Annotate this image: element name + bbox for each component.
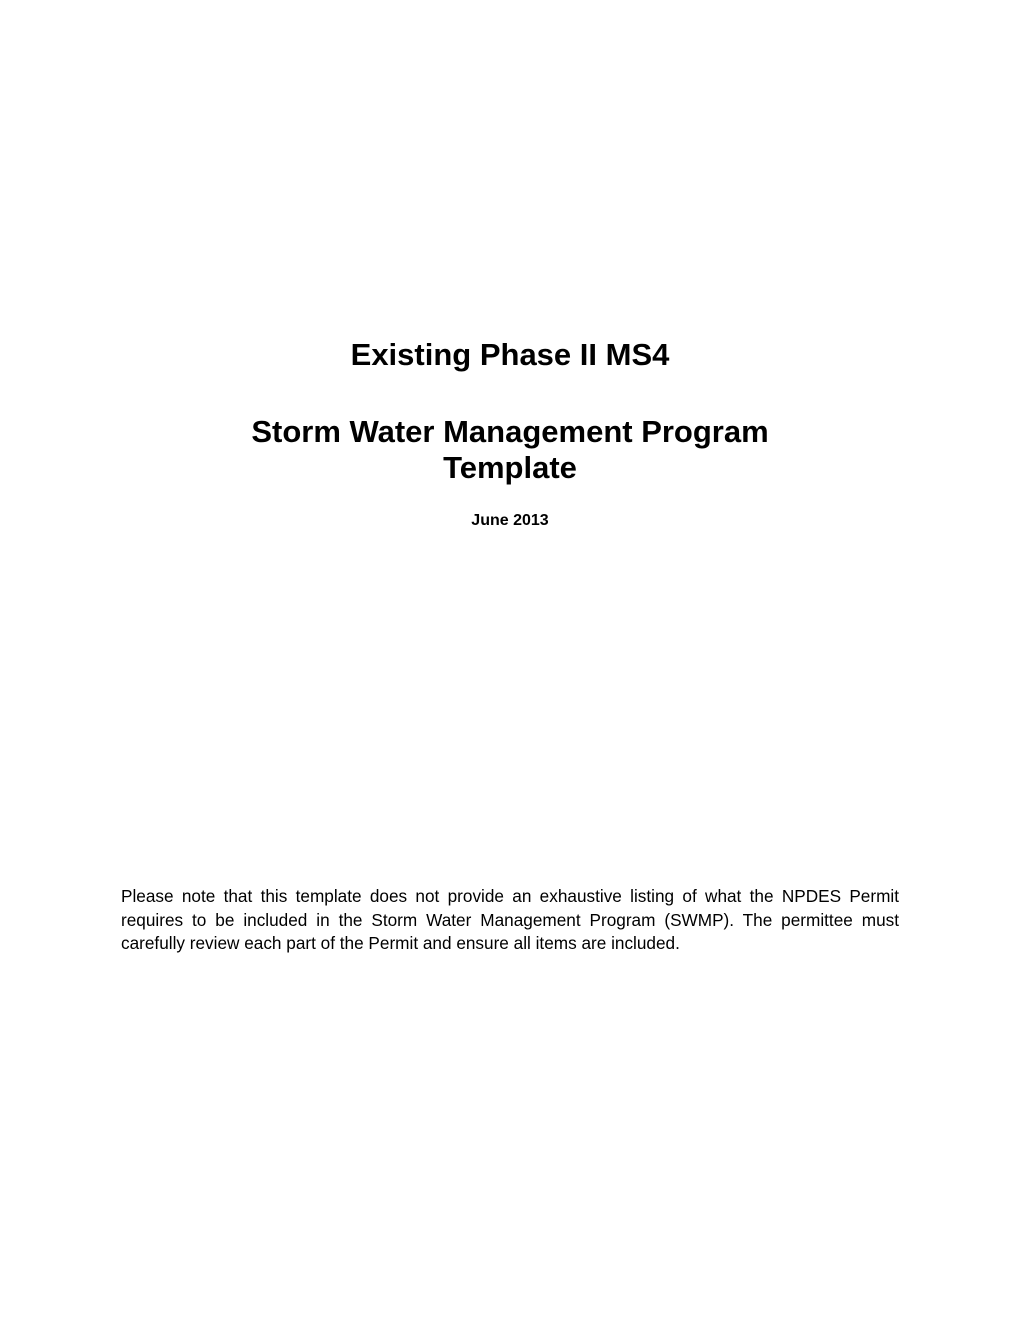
document-title: Existing Phase II MS4 — [350, 337, 670, 372]
document-subtitle-line-2: Template — [443, 450, 577, 485]
document-date: June 2013 — [471, 512, 549, 529]
document-subtitle-line-1: Storm Water Management Program — [251, 414, 769, 449]
disclaimer-note: Please note that this template does not provide an exhaustive listing of what the NPDES Permit requires to be included in the Storm Water Management Program (SWMP). The permittee must carefully review each part of the Permit and ensure all items are included. — [121, 886, 899, 953]
document-subtitle — [0, 414, 1020, 486]
